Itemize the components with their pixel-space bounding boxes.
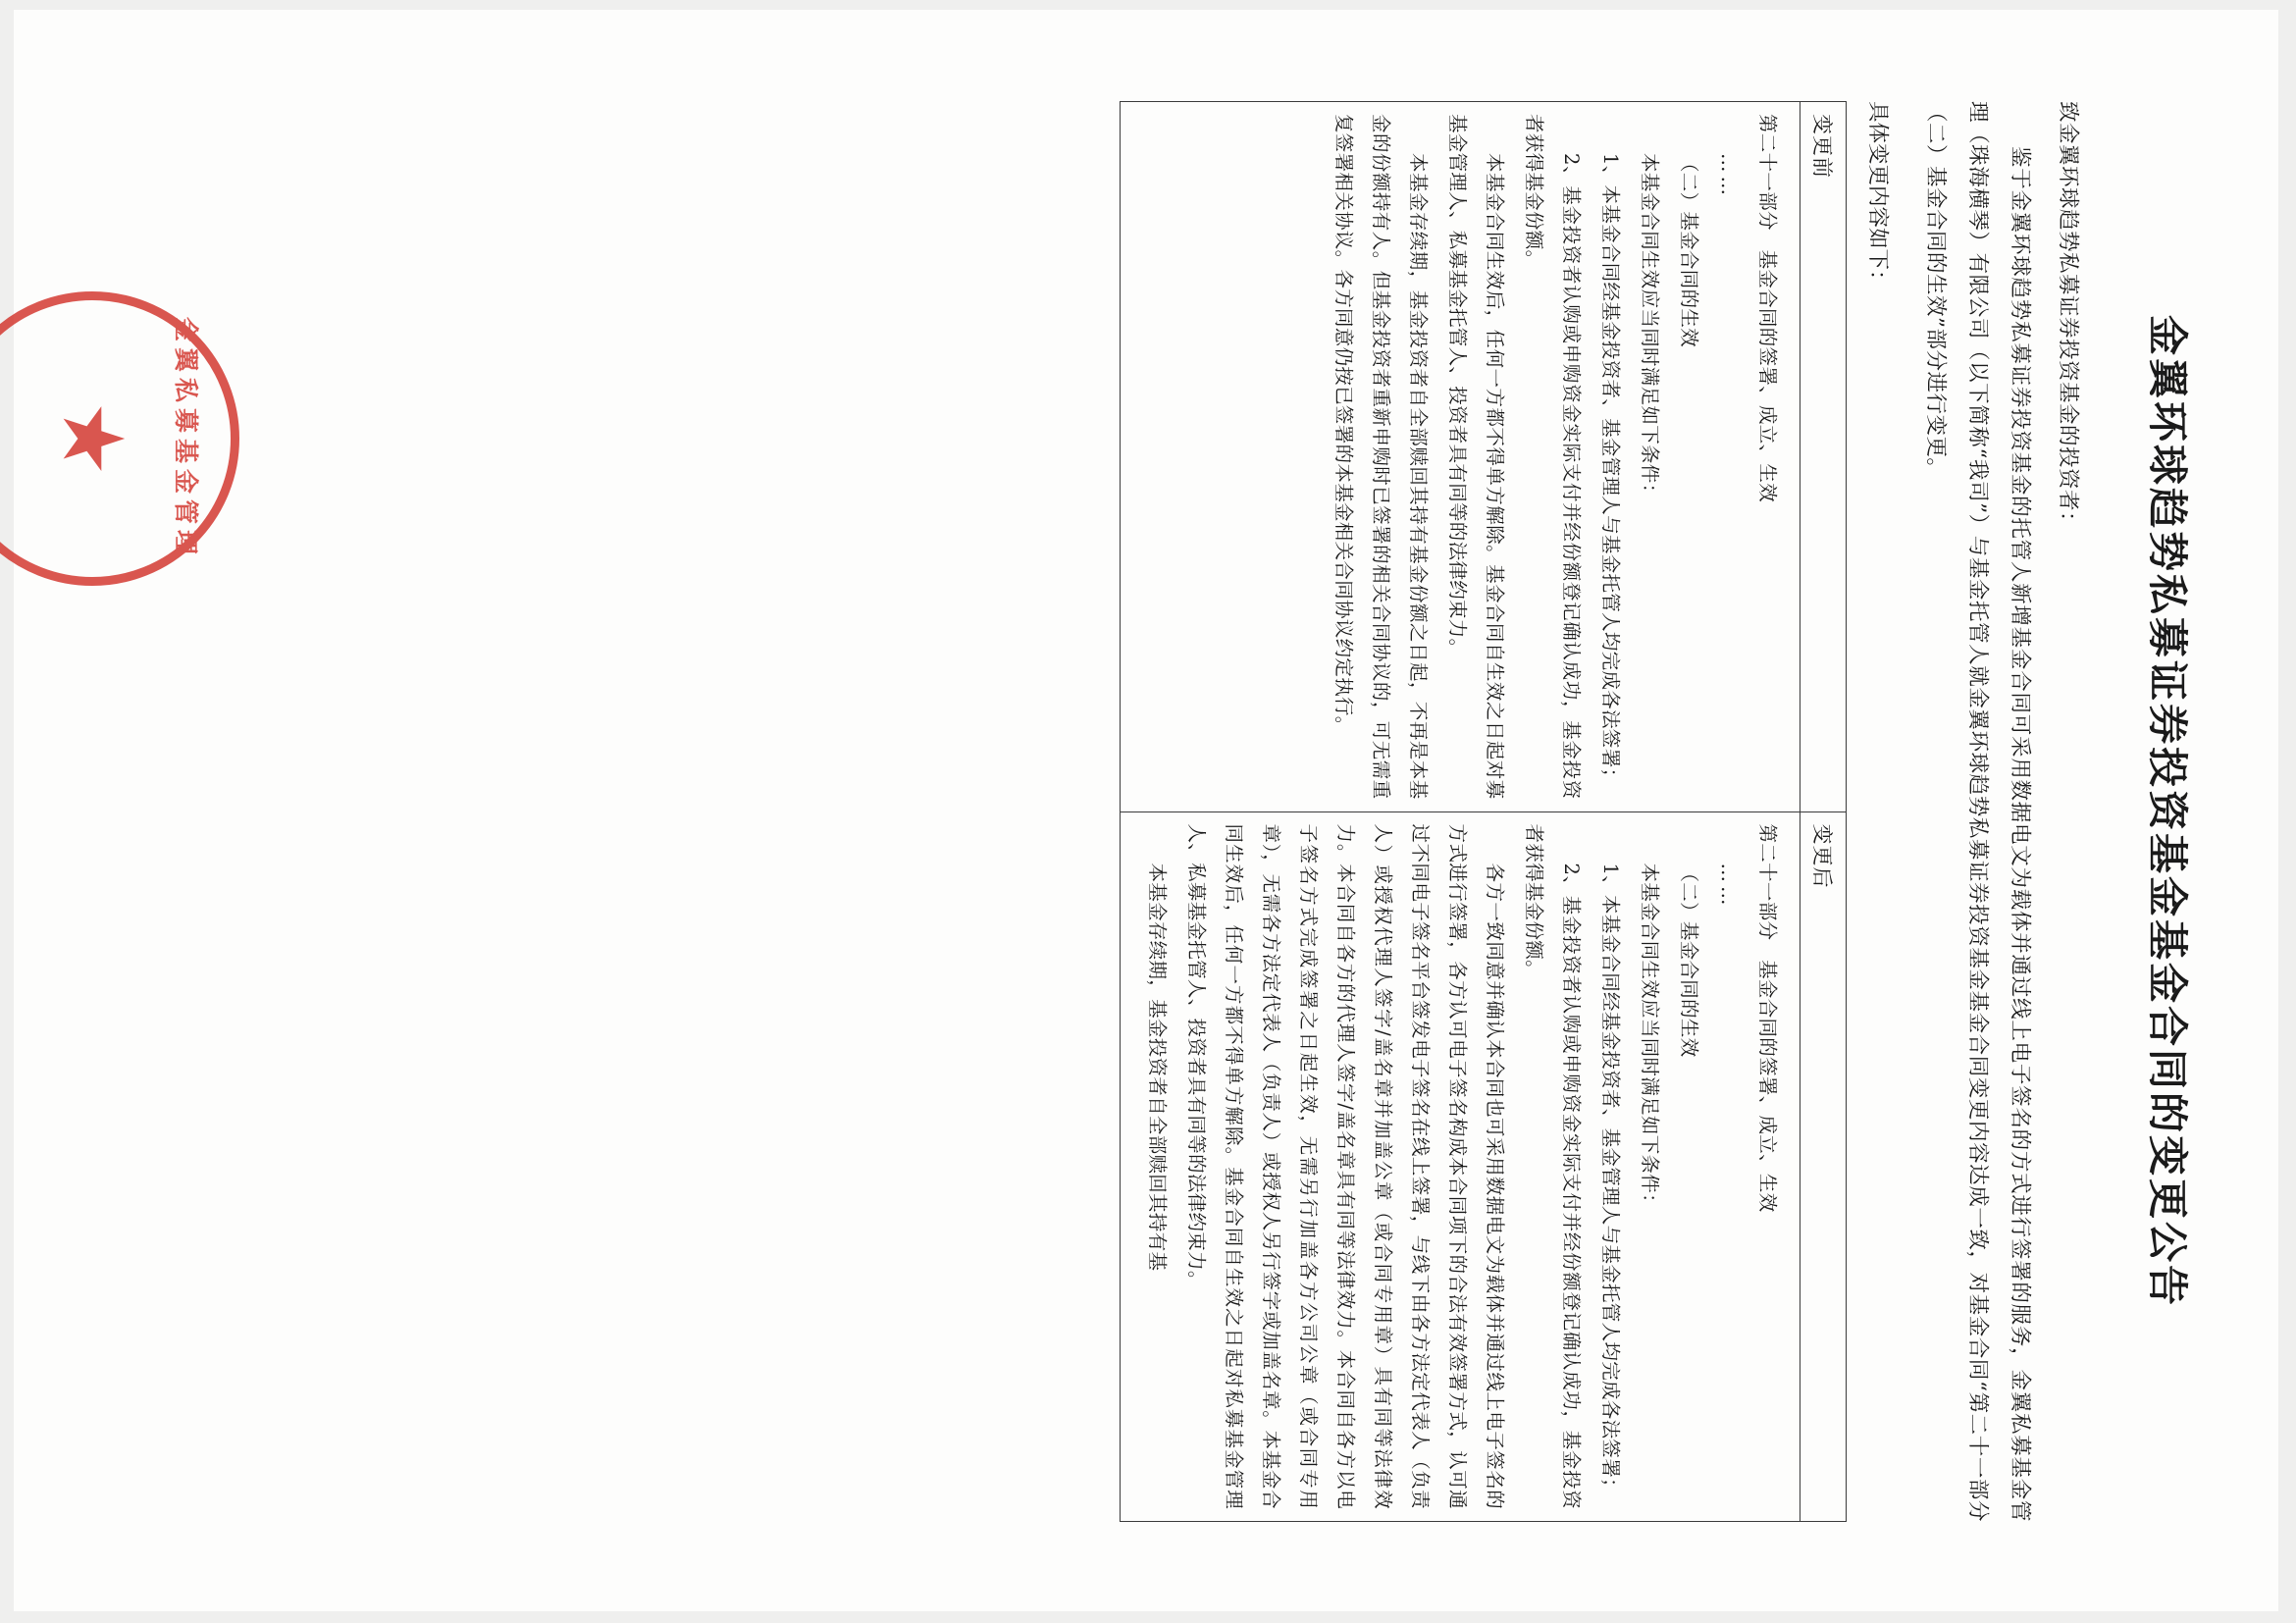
before-line-4: 本基金合同生效应当同时满足如下条件： xyxy=(1638,153,1661,503)
after-line-1: 第二十一部分 基金合同的签署、成立、生效 xyxy=(1756,823,1779,1213)
table-row xyxy=(1120,102,1800,1522)
company-seal-stamp xyxy=(0,291,239,586)
after-line-2: …… xyxy=(1716,863,1740,910)
table-header-row xyxy=(1800,102,1847,1522)
document-body xyxy=(39,46,2257,1577)
before-line-2: …… xyxy=(1716,153,1740,199)
intro-paragraph: 鉴于金翼环球趋势私募证券投资基金的托管人新增基金合同可采用数据电文为载体并通过线上电子签名的方式进行签署的服务，金翼私募基金管理（珠海横琴）有限公司（以下简称“我司”）与基金托管人就金翼环球趋势私募证券投资基金基金合同变更内容达成一致，对基金合同“第二十一部分（二）基金合同的生效”部分进行变更。 xyxy=(1923,101,2032,1522)
content-label: 具体变更内容如下： xyxy=(1865,101,1890,291)
column-header-after: 变更后 xyxy=(1800,812,1847,1522)
before-line-6: 2、基金投资者认购或申购资金实际支付并经份额登记确认成功，基金投资者获得基金份额。 xyxy=(1522,114,1583,800)
salutation: 致金翼环球趋势私募证券投资基金的投资者： xyxy=(2056,101,2080,534)
seal-star-icon: ★ xyxy=(43,400,141,477)
after-line-3: （二）基金合同的生效 xyxy=(1677,863,1700,1058)
document-title: 金翼环球趋势私募证券投资基金基金合同的变更公告 xyxy=(2144,315,2191,1308)
change-comparison-table xyxy=(1120,101,1847,1522)
after-line-7: 各方一致同意并确认本合同也可采用数据电文为载体并通过线上电子签名的方式进行签署，各方认可电子签名构成本合同项下的合法有效签署方式，认可通过不同电子签名平台签发电子签名在线上签署，与线下由各方法定代表人（负责人）或授权代理人签字/盖名章并加盖公章（或合同专用章）具有同等法律效力。本合同自各方的代理人签字/盖名章具有同等法律效力。本合同自各方以电子签名方式完成签署之日起生效，无需另行加盖各方公司公章（或合同专用章），无需各方法定代表人（负责人）或授权人另行签字或加盖名章。本基金合同生效后，任何一方都不得单方解除。基金合同自生效之日起对私募基金管理人、私募基金托管人、投资者具有同等的法律约束力。 xyxy=(1184,823,1506,1509)
before-line-3: （二）基金合同的生效 xyxy=(1677,153,1700,348)
cell-after xyxy=(1120,812,1800,1522)
cell-before xyxy=(1120,102,1800,812)
before-line-7: 本基金合同生效后，任何一方都不得单方解除。基金合同自生效之日起对募基金管理人、私募基金托管人、投资者具有同等的法律约束力。 xyxy=(1445,114,1506,800)
scan-edge-bottom xyxy=(0,1611,2296,1623)
column-header-before: 变更前 xyxy=(1800,102,1847,812)
scan-edge-right xyxy=(2278,0,2296,1623)
scan-edge-top xyxy=(0,0,2296,10)
after-line-5: 1、本基金合同经基金投资者、基金管理人与基金托管人均完成各法签署； xyxy=(1598,863,1622,1497)
after-line-6: 2、基金投资者认购或申购资金实际支付并经份额登记确认成功，基金投资者获得基金份额。 xyxy=(1522,823,1583,1509)
rotated-document-wrapper xyxy=(39,46,2257,1577)
seal-company-name: 金翼私募基金管理 xyxy=(172,316,200,560)
after-line-4: 本基金合同生效应当同时满足如下条件： xyxy=(1638,863,1661,1213)
before-line-8: 本基金存续期，基金投资者自全部赎回其持有基金份额之日起，不再是本基金的份额持有人。但基金投资者重新申购时已签署的相关合同协议的，可无需重复签署相关协议。各方同意仍按已签署的本基金相关合同协议约定执行。 xyxy=(1331,114,1430,800)
before-line-1: 第二十一部分 基金合同的签署、成立、生效 xyxy=(1756,114,1779,503)
after-line-8: 本基金存续期，基金投资者自全部赎回其持有基 xyxy=(1145,863,1169,1272)
scan-edge-left xyxy=(0,0,14,1623)
before-line-5: 1、本基金合同经基金投资者、基金管理人与基金托管人均完成各法签署； xyxy=(1598,153,1622,788)
